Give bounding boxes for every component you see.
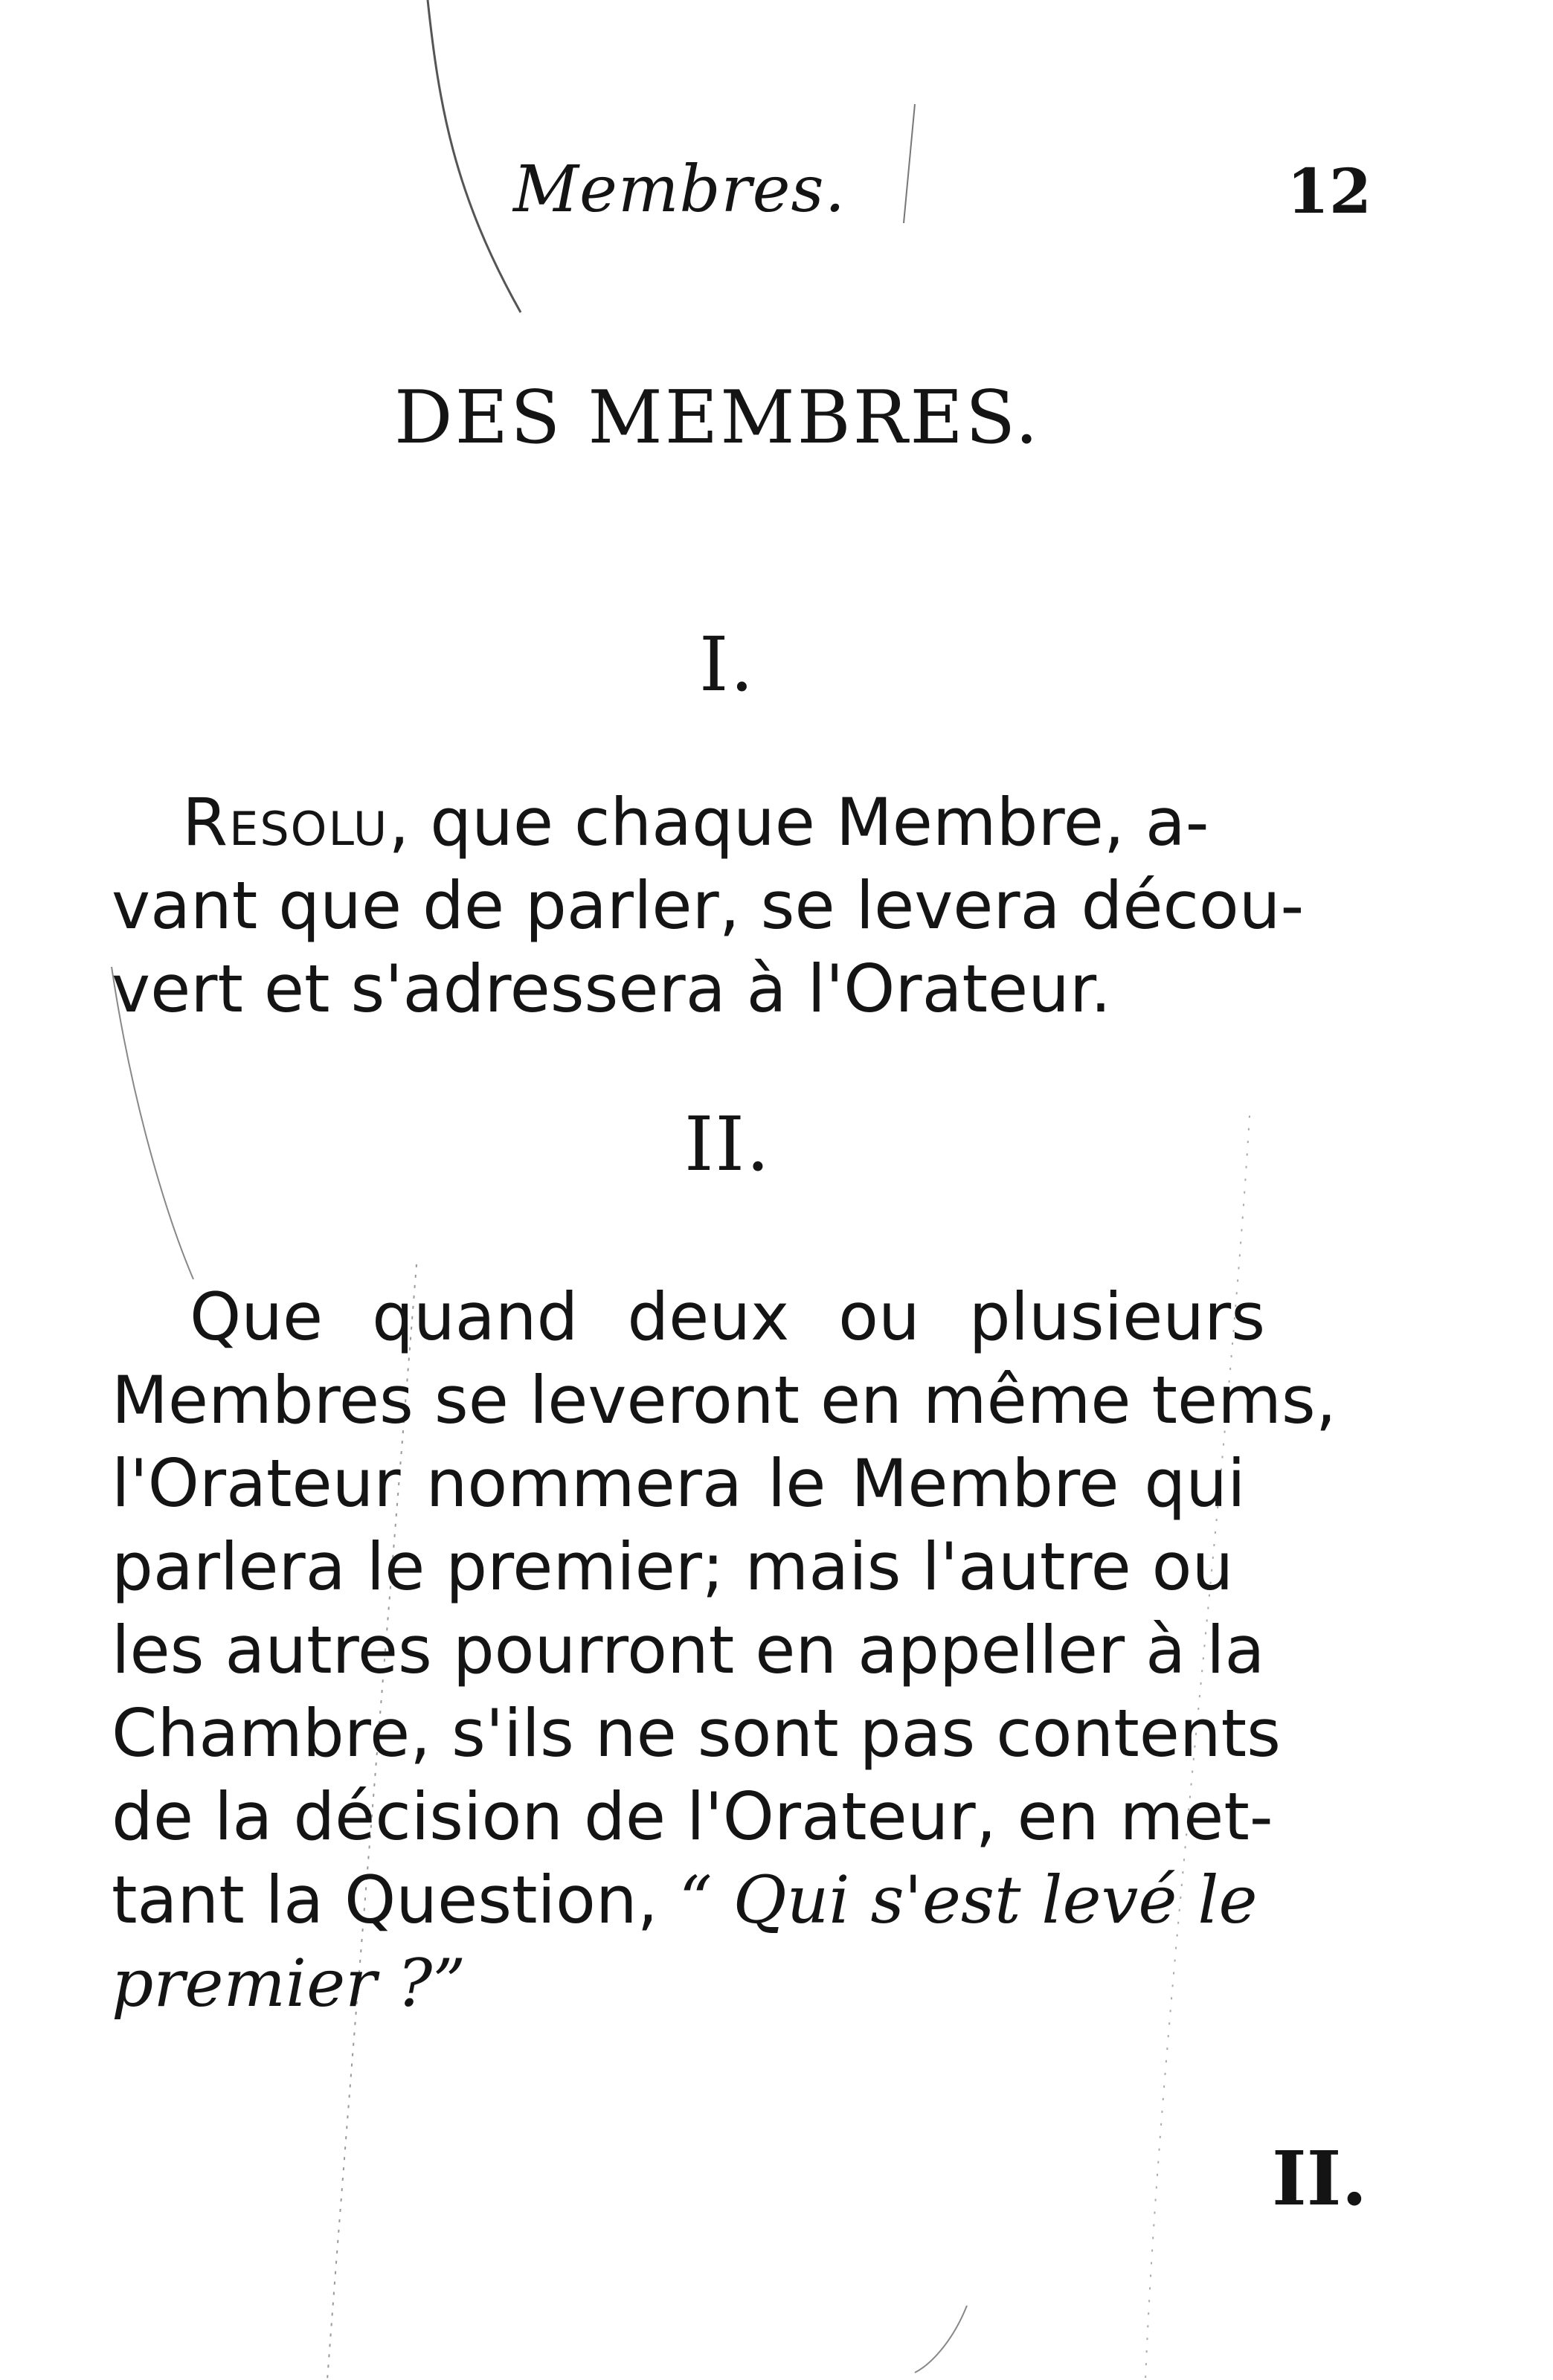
text-line xyxy=(112,1609,1361,1692)
chapter-title: DES MEMBRES. xyxy=(394,376,1041,460)
section-2-text xyxy=(112,1276,1361,2025)
text-line-content: Chambre, s'ils ne sont pas contents xyxy=(112,1695,1282,1772)
text-line xyxy=(112,1859,1361,1942)
text-line-content: de la décision de l'Orateur, en met- xyxy=(112,1778,1273,1855)
text-line xyxy=(112,1692,1361,1775)
section-1-text xyxy=(112,781,1361,1031)
quoted-question-end: premier ?” xyxy=(112,1945,466,2022)
text-line xyxy=(112,781,1361,864)
text-line xyxy=(112,1942,1361,2025)
text-line xyxy=(112,1359,1361,1442)
text-line xyxy=(112,1276,1361,1359)
text-line xyxy=(112,1775,1361,1859)
text-line-content: Que quand deux ou plusieurs xyxy=(190,1279,1266,1355)
text-line-content: les autres pourront en appeller à la xyxy=(112,1612,1265,1688)
text-line-content: l'Orateur nommera le Membre qui xyxy=(112,1445,1246,1522)
text-line xyxy=(112,948,1361,1031)
section-numeral-1: I. xyxy=(699,621,756,708)
text-line-content: Membres se leveront en même tems, xyxy=(112,1362,1337,1438)
catchword: II. xyxy=(1272,2135,1368,2222)
text-line xyxy=(112,1525,1361,1609)
text-line-content: vert et s'adressera à l'Orateur. xyxy=(112,951,1112,1027)
quoted-question: “ Qui s'est levé le xyxy=(678,1862,1258,1938)
section-numeral-2: II. xyxy=(684,1101,771,1188)
text-line-content: parlera le premier; mais l'autre ou xyxy=(112,1528,1234,1605)
text-line-content: tant la Question, xyxy=(112,1862,679,1938)
text-line xyxy=(112,864,1361,948)
text-line-content: , que chaque Membre, a- xyxy=(388,784,1209,861)
text-line xyxy=(112,1442,1361,1525)
page-number: 12 xyxy=(1287,156,1372,228)
running-title: Membres. xyxy=(513,152,846,227)
lead-word: Resolu xyxy=(182,784,389,861)
text-line-content: vant que de parler, se levera décou- xyxy=(112,867,1305,944)
